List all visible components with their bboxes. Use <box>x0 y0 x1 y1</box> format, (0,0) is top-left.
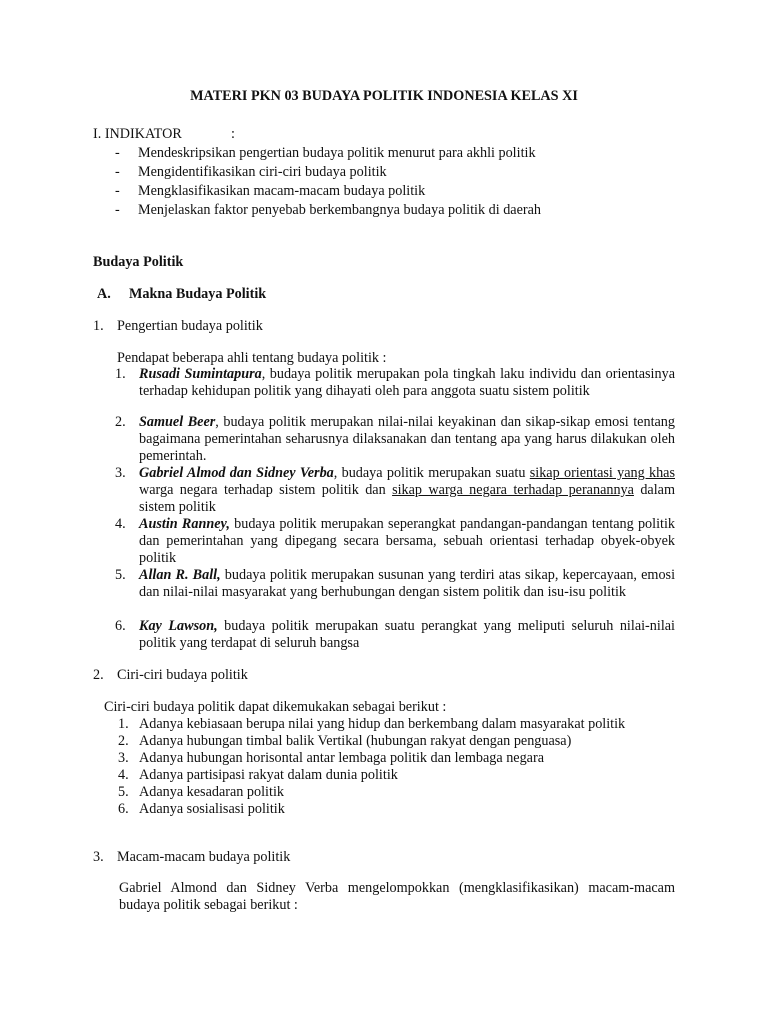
document-title: MATERI PKN 03 BUDAYA POLITIK INDONESIA KELAS XI <box>190 88 578 104</box>
indikator-colon: : <box>231 126 235 142</box>
part2-heading: 2. Ciri-ciri budaya politik <box>93 667 248 683</box>
section-title: Budaya Politik <box>93 254 184 270</box>
definition-item: 1. Rusadi Sumintapura, budaya politik merupakan pola tingkah laku individu dan orientasinya terhadap kehidupan politik yang dihayati oleh para anggota suatu sistem politik <box>115 366 675 399</box>
document-page: MATERI PKN 03 BUDAYA POLITIK INDONESIA KELAS XI I. INDIKATOR : - Mendeskripsikan pengertian budaya politik menurut para akhli politik - Mengidentifikasikan ciri-ciri budaya politik - Mengklasifikasikan macam-macam budaya politik - Menjelaskan faktor penyebab berkembangnya budaya politik di daerah Budaya Politik A. Makna Budaya Politik 1. Pengertian budaya politik Pendapat beberapa ahli tentang budaya politik : 1. Rusadi Sumintapura, budaya politik merupakan pola tingkah laku individu dan orientasinya terhadap kehidupan politik yang dihayati oleh para anggota suatu sistem politik 2. Samuel Beer, budaya politik merupakan nilai-nilai keyakinan dan sikap-sikap emosi tentang bagaimana pemerintahan seharusnya dilaksanakan dan tentang apa yang harus dilakukan oleh pemerintah. 3. Gabriel Almod dan Sidney Verba, budaya politik merupakan suatu sikap orientasi yang khas warga negara terhadap sistem politik dan sikap warga negara terhadap peranannya dalam sistem politik 4. Austin Ranney, budaya politik merupakan seperangkat pandangan-pandangan tentang politik dan pemerintahan yang dipegang secara bersama, sebuah orientasi terhadap obyek-obyek politik 5. Allan R. Ball, budaya politik merupakan susunan yang terdiri atas sikap, kepercayaan, emosi dan nilai-nilai masyarakat yang berhubungan dengan sistem politik dan isu-isu politik 6. Kay Lawson, budaya politik merupakan suatu perangkat yang meliputi seluruh nilai-nilai politik yang terdapat di seluruh bangsa 2. Ciri-ciri budaya politik Ciri-ciri budaya politik dapat dikemukakan sebagai berikut : 1. Adanya kebiasaan berupa nilai yang hidup dan berkembang dalam masyarakat politik 2. Adanya hubungan timbal balik Vertikal (hubungan rakyat dengan penguasa) 3. Adanya hubungan horisontal antar lembaga politik dan lembaga negara 4. Adanya partisipasi rakyat dalam dunia politik 5. Adanya kesadaran politik 6. Adanya sosialisasi politik 3. Macam-macam budaya politik Gabriel Almond dan Sidney Verba mengelompokkan (mengklasifikasikan) macam-macam budaya politik sebagai berikut : <box>0 0 768 1024</box>
section-a-heading: A. Makna Budaya Politik <box>97 286 267 302</box>
definition-item: 5. Allan R. Ball, budaya politik merupakan susunan yang terdiri atas sikap, kepercayaan, emosi dan nilai-nilai masyarakat yang berhubungan dengan sistem politik dan isu-isu politik <box>115 567 676 600</box>
definition-item: 4. Austin Ranney, budaya politik merupakan seperangkat pandangan-pandangan tentang politik dan pemerintahan yang dipegang secara bersama, sebuah orientasi terhadap obyek-obyek politik <box>115 516 675 566</box>
part3-intro: Gabriel Almond dan Sidney Verba mengelompokkan (mengklasifikasikan) macam-macam budaya politik sebagai berikut : <box>119 880 675 913</box>
part1-intro: Pendapat beberapa ahli tentang budaya politik : <box>117 350 387 366</box>
definition-item: 2. Samuel Beer, budaya politik merupakan nilai-nilai keyakinan dan sikap-sikap emosi tentang bagaimana pemerintahan seharusnya dilaksanakan dan tentang apa yang harus dilakukan oleh pemerintah. <box>115 414 675 464</box>
definition-item: 6. Kay Lawson, budaya politik merupakan suatu perangkat yang meliputi seluruh nilai-nilai politik yang terdapat di seluruh bangsa <box>115 618 675 651</box>
part3-heading: 3. Macam-macam budaya politik <box>93 849 291 865</box>
indikator-label: I. INDIKATOR <box>93 126 182 142</box>
indikator-heading <box>93 126 235 143</box>
part1-heading: 1. Pengertian budaya politik <box>93 318 263 334</box>
definition-item: 3. Gabriel Almod dan Sidney Verba, budaya politik merupakan suatu sikap orientasi yang khas warga negara terhadap sistem politik dan sikap warga negara terhadap peranannya dalam sistem politik <box>115 465 675 515</box>
part2-intro: Ciri-ciri budaya politik dapat dikemukakan sebagai berikut : <box>104 699 447 715</box>
